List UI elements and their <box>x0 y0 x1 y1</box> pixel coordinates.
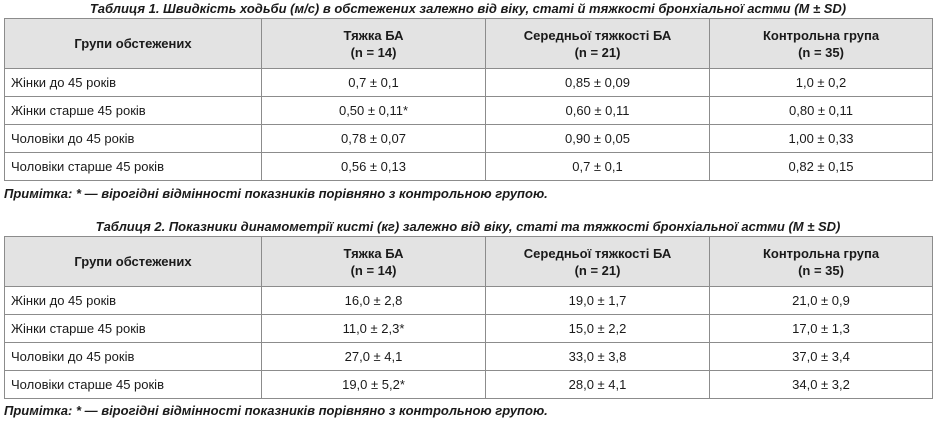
row-label: Чоловіки до 45 років <box>5 343 262 371</box>
cell-moderate: 0,60 ± 0,11 <box>486 97 710 125</box>
table1-header-row <box>5 19 933 69</box>
header-n: (n = 35) <box>798 44 844 60</box>
table-row <box>5 125 933 153</box>
row-label: Жінки до 45 років <box>5 69 262 97</box>
cell-severe: 0,78 ± 0,07 <box>262 125 486 153</box>
cell-moderate: 0,90 ± 0,05 <box>486 125 710 153</box>
table-row <box>5 343 933 371</box>
table2-note: Примітка: * — вірогідні відмінності показників порівняно з контрольною групою. <box>4 403 548 418</box>
row-label: Чоловіки старше 45 років <box>5 153 262 181</box>
cell-severe: 19,0 ± 5,2* <box>262 371 486 399</box>
table1-header-control <box>710 19 933 69</box>
header-n: (n = 35) <box>798 262 844 278</box>
row-label: Жінки старше 45 років <box>5 315 262 343</box>
table2-header-control <box>710 237 933 287</box>
cell-moderate: 0,7 ± 0,1 <box>486 153 710 181</box>
cell-severe: 16,0 ± 2,8 <box>262 287 486 315</box>
table2-header-severe <box>262 237 486 287</box>
header-line: Середньої тяжкості БА <box>523 245 672 261</box>
row-label: Жінки старше 45 років <box>5 97 262 125</box>
header-n: (n = 21) <box>574 262 621 278</box>
row-label: Чоловіки старше 45 років <box>5 371 262 399</box>
table1-caption: Таблиця 1. Швидкість ходьби (м/с) в обстежених залежно від віку, статі й тяжкості бронхіальної астми (M ± SD) <box>89 1 847 16</box>
table-row <box>5 315 933 343</box>
cell-control: 1,0 ± 0,2 <box>710 69 933 97</box>
table2-header-group: Групи обстежених <box>5 237 262 287</box>
table1-header-group: Групи обстежених <box>5 19 262 69</box>
table1-header-severe <box>262 19 486 69</box>
table-row <box>5 69 933 97</box>
cell-control: 17,0 ± 1,3 <box>710 315 933 343</box>
row-label: Чоловіки до 45 років <box>5 125 262 153</box>
table-row <box>5 153 933 181</box>
cell-moderate: 28,0 ± 4,1 <box>486 371 710 399</box>
cell-moderate: 33,0 ± 3,8 <box>486 343 710 371</box>
table2-caption: Таблиця 2. Показники динамометрії кисті (кг) залежно від віку, статі та тяжкості бронхіальної астми (M ± SD) <box>95 219 841 234</box>
cell-control: 0,82 ± 0,15 <box>710 153 933 181</box>
row-label: Жінки до 45 років <box>5 287 262 315</box>
table-row <box>5 97 933 125</box>
cell-control: 21,0 ± 0,9 <box>710 287 933 315</box>
header-line: Контрольна група <box>762 27 880 43</box>
cell-severe: 0,50 ± 0,11* <box>262 97 486 125</box>
cell-severe: 27,0 ± 4,1 <box>262 343 486 371</box>
table2-header-moderate <box>486 237 710 287</box>
header-line: Середньої тяжкості БА <box>523 27 672 43</box>
table-row <box>5 287 933 315</box>
cell-control: 0,80 ± 0,11 <box>710 97 933 125</box>
cell-moderate: 15,0 ± 2,2 <box>486 315 710 343</box>
cell-moderate: 0,85 ± 0,09 <box>486 69 710 97</box>
table-row <box>5 371 933 399</box>
cell-control: 1,00 ± 0,33 <box>710 125 933 153</box>
header-line: Контрольна група <box>762 245 880 261</box>
cell-control: 34,0 ± 3,2 <box>710 371 933 399</box>
table1 <box>4 18 933 181</box>
cell-moderate: 19,0 ± 1,7 <box>486 287 710 315</box>
header-n: (n = 21) <box>574 44 621 60</box>
cell-severe: 11,0 ± 2,3* <box>262 315 486 343</box>
header-line: Тяжка БА <box>343 245 404 261</box>
cell-control: 37,0 ± 3,4 <box>710 343 933 371</box>
header-n: (n = 14) <box>350 262 397 278</box>
table1-header-moderate <box>486 19 710 69</box>
table2-header-row <box>5 237 933 287</box>
cell-severe: 0,56 ± 0,13 <box>262 153 486 181</box>
header-line: Тяжка БА <box>343 27 404 43</box>
table2 <box>4 236 933 399</box>
table1-note: Примітка: * — вірогідні відмінності показників порівняно з контрольною групою. <box>4 186 548 201</box>
cell-severe: 0,7 ± 0,1 <box>262 69 486 97</box>
header-n: (n = 14) <box>350 44 397 60</box>
